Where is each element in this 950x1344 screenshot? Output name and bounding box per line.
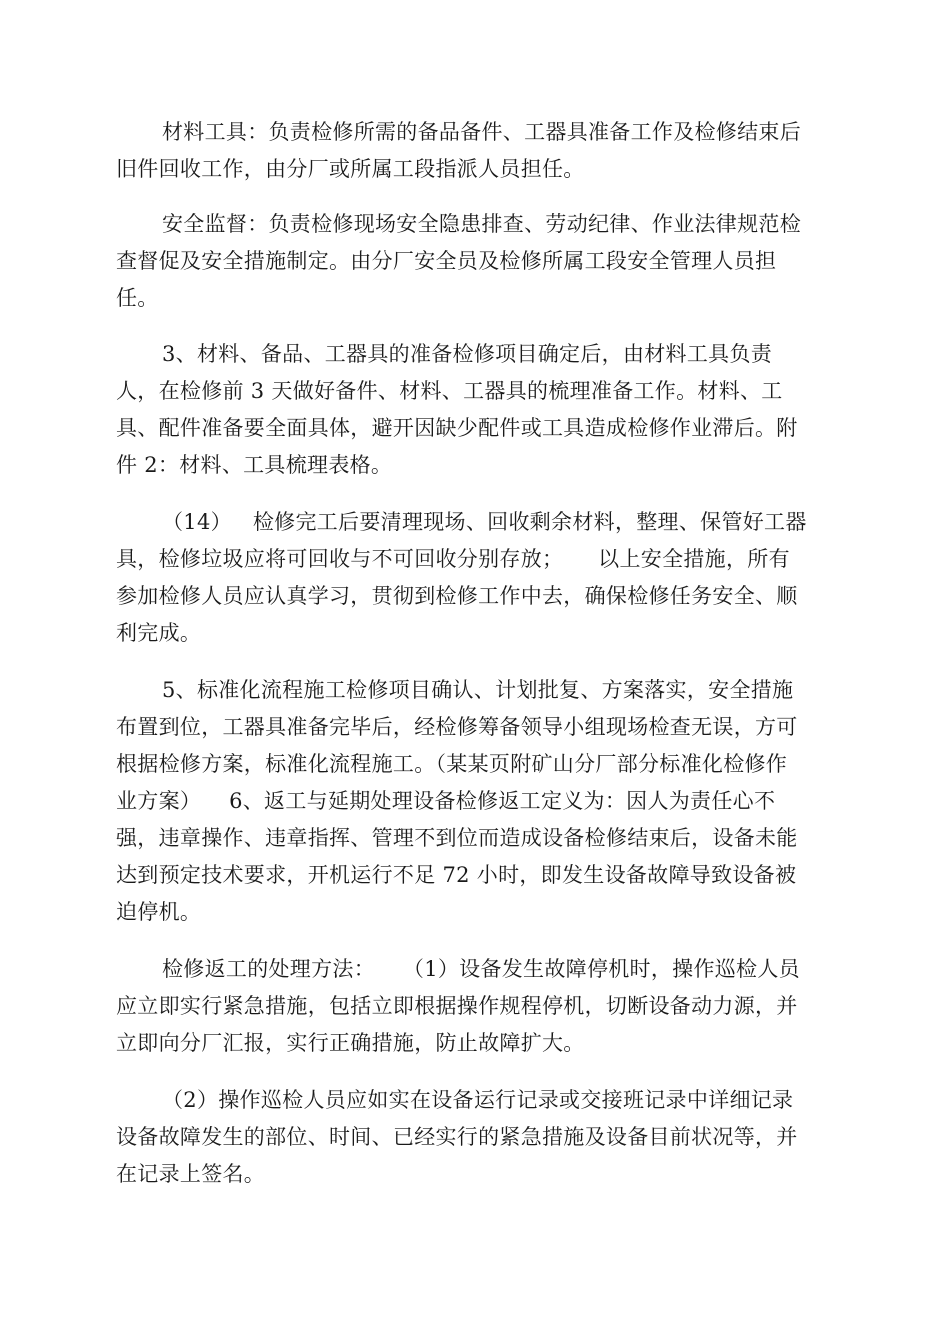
text-line: （14） 检修完工后要清理现场、回收剩余材料，整理、保管好工器 [162,510,807,534]
text-line: 检修返工的处理方法： （1）设备发生故障停机时，操作巡检人员 [162,957,800,981]
text-line: 应立即实行紧急措施，包括立即根据操作规程停机，切断设备动力源，并 [116,994,798,1018]
text-line: 任。 [116,286,159,310]
text-line: （2）操作巡检人员应如实在设备运行记录或交接班记录中详细记录 [162,1088,794,1112]
text-line: 人，在检修前 3 天做好备件、材料、工器具的梳理准备工作。材料、工 [116,379,783,403]
text-line: 在记录上签名。 [116,1162,266,1186]
text-line: 具，检修垃圾应将可回收与不可回收分别存放； 以上安全措施，所有 [116,547,790,571]
text-line: 3、材料、备品、工器具的准备检修项目确定后，由材料工具负责 [162,342,773,366]
text-line: 件 2：材料、工具梳理表格。 [116,453,393,477]
text-line: 查督促及安全措施制定。由分厂安全员及检修所属工段安全管理人员担 [116,249,777,273]
text-line: 布置到位，工器具准备完毕后，经检修筹备领导小组现场检查无误，方可 [116,715,798,739]
text-line: 材料工具：负责检修所需的备品备件、工器具准备工作及检修结束后 [162,120,801,144]
text-line: 业方案） 6、返工与延期处理设备检修返工定义为：因人为责任心不 [116,789,776,813]
text-line: 达到预定技术要求，开机运行不足 72 小时，即发生设备故障导致设备被 [116,863,797,887]
text-line: 根据检修方案，标准化流程施工。（某某页附矿山分厂部分标准化检修作 [116,752,788,776]
text-line: 旧件回收工作，由分厂或所属工段指派人员担任。 [116,157,585,181]
text-line: 参加检修人员应认真学习，贯彻到检修工作中去，确保检修任务安全、顺 [116,584,798,608]
text-line: 5、标准化流程施工检修项目确认、计划批复、方案落实，安全措施 [162,678,794,702]
text-line: 迫停机。 [116,900,202,924]
text-line: 强，违章操作、违章指挥、管理不到位而造成设备检修结束后，设备未能 [116,826,798,850]
text-line: 安全监督：负责检修现场安全隐患排查、劳动纪律、作业法律规范检 [162,212,801,236]
text-line: 设备故障发生的部位、时间、已经实行的紧急措施及设备目前状况等，并 [116,1125,798,1149]
text-line: 具、配件准备要全面具体，避开因缺少配件或工具造成检修作业滞后。附 [116,416,798,440]
text-line: 利完成。 [116,621,202,645]
text-line: 立即向分厂汇报，实行正确措施，防止故障扩大。 [116,1031,585,1055]
